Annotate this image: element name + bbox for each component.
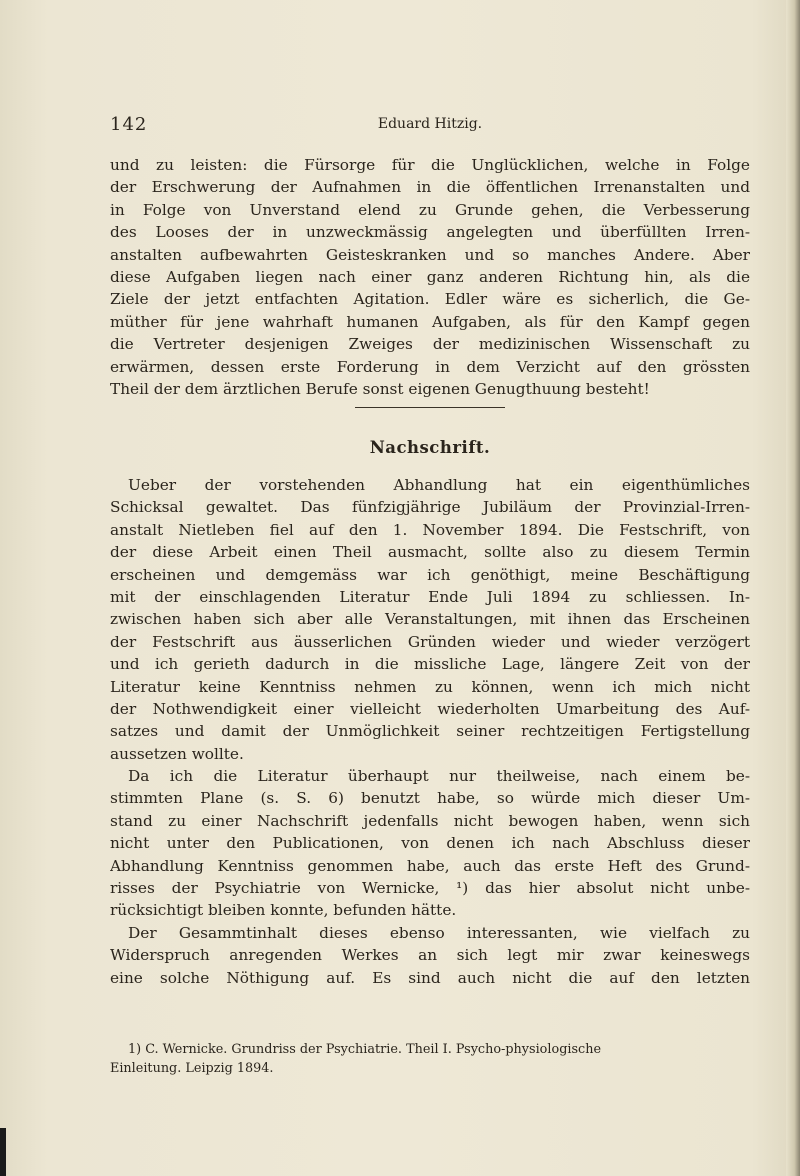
page-edge-shadow xyxy=(786,0,800,1176)
text-line: Theil der dem ärztlichen Berufe sonst eigenen Genugthuung besteht! xyxy=(110,379,650,398)
text-line: Literatur keine Kenntniss nehmen zu können, wenn ich mich nicht xyxy=(110,677,750,696)
text-line: eine solche Nöthigung auf. Es sind auch nicht die auf den letzten xyxy=(110,968,750,987)
text-line: Ziele der jetzt entfachten Agitation. Edler wäre es sicherlich, die Ge- xyxy=(110,290,750,309)
text-line: Abhandlung Kenntniss genommen habe, auch das erste Heft des Grund- xyxy=(110,856,750,875)
text-line: mit der einschlagenden Literatur Ende Juli 1894 zu schliessen. In- xyxy=(110,587,750,606)
text-line: nicht unter den Publicationen, von denen ich nach Abschluss dieser xyxy=(110,834,750,853)
text-line: diese Aufgaben liegen nach einer ganz anderen Richtung hin, als die xyxy=(110,267,750,286)
text-line: der Nothwendigkeit einer vielleicht wiederholten Umarbeitung des Auf- xyxy=(110,699,750,718)
page-number: 142 xyxy=(110,114,148,135)
running-head: Eduard Hitzig. xyxy=(377,116,483,132)
footnote-line: 1) C. Wernicke. Grundriss der Psychiatrie. Theil I. Psycho-physiologische xyxy=(128,1042,602,1057)
footnote xyxy=(110,1040,750,1078)
text-line: satzes und damit der Unmöglichkeit seiner rechtzeitigen Fertigstellung xyxy=(110,722,750,741)
text-line: erscheinen und demgemäss war ich genöthigt, meine Beschäftigung xyxy=(110,565,750,584)
nachschrift-body xyxy=(110,474,750,989)
text-line: müther für jene wahrhaft humanen Aufgaben, als für den Kampf gegen xyxy=(110,312,750,331)
text-line: Der Gesammtinhalt dieses ebenso interessanten, wie vielfach zu xyxy=(128,923,750,942)
scan-border-mark xyxy=(0,1128,6,1176)
section-title: Nachschrift. xyxy=(369,438,491,457)
text-line: der Erschwerung der Aufnahmen in die öffentlichen Irrenanstalten und xyxy=(110,178,750,197)
text-line: erwärmen, dessen erste Forderung in dem Verzicht auf den grössten xyxy=(110,357,750,376)
text-line: und ich gerieth dadurch in die missliche Lage, längere Zeit von der xyxy=(110,655,750,674)
text-line: Da ich die Literatur überhaupt nur theilweise, nach einem be- xyxy=(128,767,750,786)
text-line: der diese Arbeit einen Theil ausmacht, sollte also zu diesem Termin xyxy=(110,543,750,562)
paragraph-closing xyxy=(110,154,750,400)
footnote-line: Einleitung. Leipzig 1894. xyxy=(110,1061,274,1076)
text-line: in Folge von Unverstand elend zu Grunde gehen, die Verbesserung xyxy=(110,200,750,219)
text-line: risses der Psychiatrie von Wernicke, ¹) das hier absolut nicht unbe- xyxy=(110,879,750,898)
text-line: und zu leisten: die Fürsorge für die Unglücklichen, welche in Folge xyxy=(110,156,750,174)
section-divider xyxy=(355,407,505,408)
text-line: rücksichtigt bleiben konnte, befunden hätte. xyxy=(110,901,457,920)
text-line: der Festschrift aus äusserlichen Gründen wieder und wieder verzögert xyxy=(110,632,750,651)
text-line: aussetzen wollte. xyxy=(110,744,244,763)
text-line: die Vertreter desjenigen Zweiges der medizinischen Wissenschaft zu xyxy=(110,335,750,354)
text-line: Ueber der vorstehenden Abhandlung hat ein eigenthümliches xyxy=(128,476,750,494)
text-line: Widerspruch anregenden Werkes an sich legt mir zwar keineswegs xyxy=(110,946,750,965)
text-line: zwischen haben sich aber alle Veranstaltungen, mit ihnen das Erscheinen xyxy=(110,610,750,629)
text-line: Schicksal gewaltet. Das fünfzigjährige Jubiläum der Provinzial-Irren- xyxy=(110,498,750,517)
text-line: anstalt Nietleben fiel auf den 1. November 1894. Die Festschrift, von xyxy=(110,520,750,539)
page-header xyxy=(110,114,750,140)
text-line: stimmten Plane (s. S. 6) benutzt habe, so würde mich dieser Um- xyxy=(110,789,750,808)
text-line: stand zu einer Nachschrift jedenfalls nicht bewogen haben, wenn sich xyxy=(110,811,750,830)
text-line: anstalten aufbewahrten Geisteskranken und so manches Andere. Aber xyxy=(110,245,750,264)
text-line: des Looses der in unzweckmässig angelegten und überfüllten Irren- xyxy=(110,223,750,242)
